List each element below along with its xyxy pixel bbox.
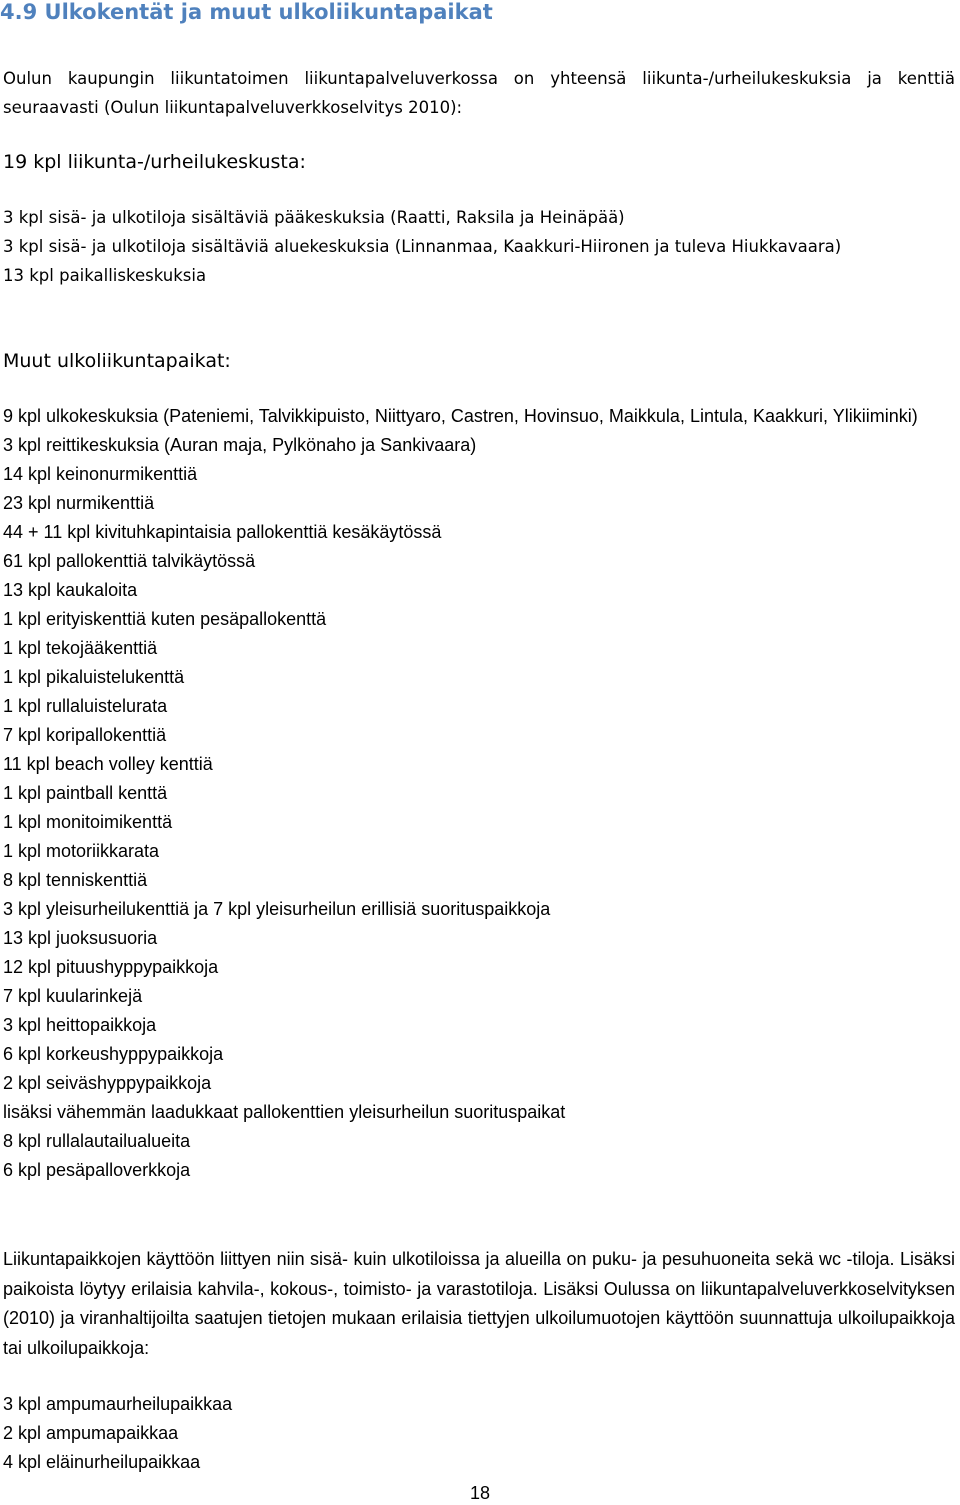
facilities-paragraph: Liikuntapaikkojen käyttöön liittyen niin sisä- kuin ulkotiloissa ja alueilla on puku- ja pesuhuoneita sekä wc -tiloja. Lisäksi paikoista löytyy erilaisia kahvila-, kokous-, toimisto- ja varastotiloja. Lisäksi Oulussa on liikuntapalveluverkkoselvityksen (2010) ja viranhaltijoilta saatujen tietojen mukaan erilaisia tiettyjen ulkoilumuotojen käyttöön suunnattuja ulkoilupaikkoja tai ulkoilupaikkoja: xyxy=(3,1249,955,1358)
list-item: 3 kpl heittopaikkoja xyxy=(3,1015,157,1035)
list-item: 14 kpl keinonurmikenttiä xyxy=(3,464,198,484)
list-item: 3 kpl ampumaurheilupaikkaa xyxy=(3,1394,233,1414)
section-heading: 4.9 Ulkokentät ja muut ulkoliikuntapaikat xyxy=(0,0,493,24)
list-item: 8 kpl rullalautailualueita xyxy=(3,1131,191,1151)
list-item: 13 kpl kaukaloita xyxy=(3,580,138,600)
list-item: lisäksi vähemmän laadukkaat pallokenttien yleisurheilun suorituspaikat xyxy=(3,1102,566,1122)
list-item: 23 kpl nurmikenttiä xyxy=(3,493,155,513)
list-item: 44 + 11 kpl kivituhkapintaisia pallokenttiä kesäkäytössä xyxy=(3,522,442,542)
list-item: 3 kpl reittikeskuksia (Auran maja, Pylkönaho ja Sankivaara) xyxy=(3,435,477,455)
sports-centers-list xyxy=(3,203,955,290)
list-item: 7 kpl kuularinkejä xyxy=(3,986,143,1006)
subheading-sports-centers: 19 kpl liikunta-/urheilukeskusta: xyxy=(3,151,306,173)
list-item: 2 kpl seiväshyppypaikkoja xyxy=(3,1073,212,1093)
list-item: 1 kpl rullaluistelurata xyxy=(3,696,168,716)
intro-paragraph: Oulun kaupungin liikuntatoimen liikuntapalveluverkossa on yhteensä liikunta-/urheilukeskuksia ja kenttiä seuraavasti (Oulun liikuntapalveluverkkoselvitys 2010): xyxy=(3,69,955,117)
list-item: 11 kpl beach volley kenttiä xyxy=(3,754,213,774)
page-number: 18 xyxy=(469,1483,491,1503)
list-item: 2 kpl ampumapaikkaa xyxy=(3,1423,179,1443)
list-item: 3 kpl yleisurheilukenttiä ja 7 kpl yleisurheilun erillisiä suorituspaikkoja xyxy=(3,899,551,919)
list-item: 12 kpl pituushyppypaikkoja xyxy=(3,957,219,977)
list-item: 7 kpl koripallokenttiä xyxy=(3,725,167,745)
list-item: 1 kpl monitoimikenttä xyxy=(3,812,173,832)
list-item: 4 kpl eläinurheilupaikkaa xyxy=(3,1452,201,1472)
list-item: 1 kpl erityiskenttiä kuten pesäpallokenttä xyxy=(3,609,327,629)
special-outdoor-list xyxy=(3,1390,955,1477)
list-item: 1 kpl pikaluistelukenttä xyxy=(3,667,185,687)
list-item: 13 kpl paikalliskeskuksia xyxy=(3,266,207,285)
list-item: 1 kpl paintball kenttä xyxy=(3,783,168,803)
outdoor-facilities-list xyxy=(3,402,955,1185)
list-item: 1 kpl tekojääkenttiä xyxy=(3,638,158,658)
list-item: 6 kpl pesäpalloverkkoja xyxy=(3,1160,191,1180)
list-item: 61 kpl pallokenttiä talvikäytössä xyxy=(3,551,256,571)
list-item: 3 kpl sisä- ja ulkotiloja sisältäviä pääkeskuksia (Raatti, Raksila ja Heinäpää) xyxy=(3,208,625,227)
list-item: 1 kpl motoriikkarata xyxy=(3,841,160,861)
subheading-other-outdoor: Muut ulkoliikuntapaikat: xyxy=(3,350,231,372)
list-item: 13 kpl juoksusuoria xyxy=(3,928,158,948)
list-item: 6 kpl korkeushyppypaikkoja xyxy=(3,1044,224,1064)
list-item: 3 kpl sisä- ja ulkotiloja sisältäviä aluekeskuksia (Linnanmaa, Kaakkuri-Hiironen ja tuleva Hiukkavaara) xyxy=(3,237,842,256)
list-item: 8 kpl tenniskenttiä xyxy=(3,870,148,890)
list-item: 9 kpl ulkokeskuksia (Pateniemi, Talvikkipuisto, Niittyaro, Castren, Hovinsuo, Maikkula, Lintula, Kaakkuri, Ylikiiminki) xyxy=(3,406,918,426)
